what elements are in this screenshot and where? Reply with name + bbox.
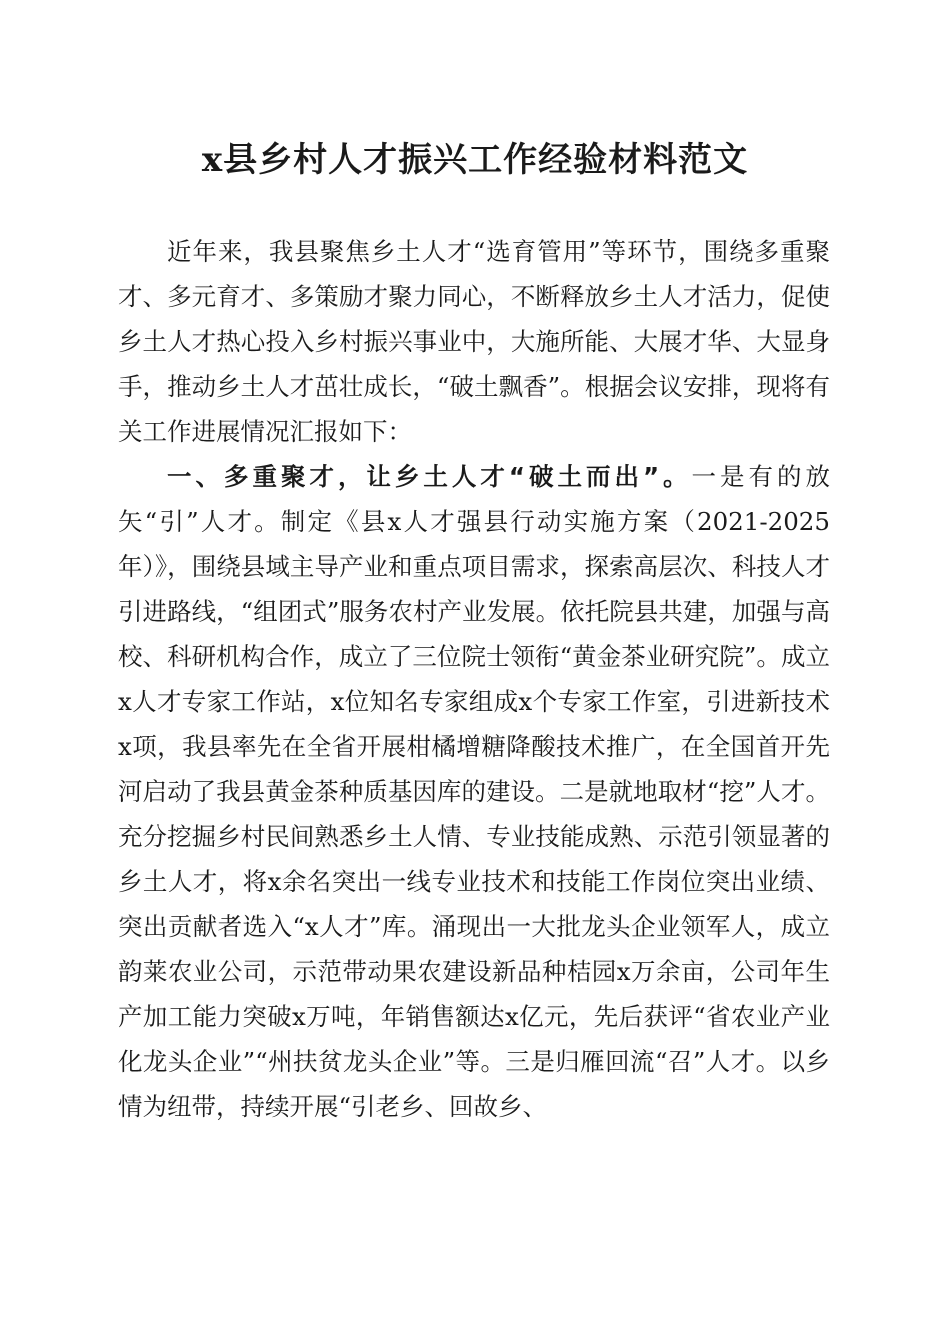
intro-paragraph (118, 229, 830, 454)
section-one-paragraph (118, 454, 830, 1129)
document-body (118, 229, 830, 1129)
document-title: x县乡村人才振兴工作经验材料范文 (201, 140, 749, 180)
section-one-text: 一是有的放矢“引”人才。制定《县x人才强县行动实施方案（2021-2025年）》，围绕县域主导产业和重点项目需求，探索高层次、科技人才引进路线，“组团式”服务农村产业发展。依托院县共建，加强与高校、科研机构合作，成立了三位院士领衔“黄金茶业研究院”。成立x人才专家工作站，x位知名专家组成x个专家工作室，引进新技术x项，我县率先在全省开展柑橘增糖降酸技术推广，在全国首开先河启动了我县黄金茶种质基因库的建设。二是就地取材“挖”人才。充分挖掘乡村民间熟悉乡土人情、专业技能成熟、示范引领显著的乡土人才，将x余名突出一线专业技术和技能工作岗位突出业绩、突出贡献者选入“x人才”库。涌现出一大批龙头企业领军人，成立韵莱农业公司，示范带动果农建设新品种桔园x万余亩，公司年生产加工能力突破x万吨，年销售额达x亿元，先后获评“省农业产业化龙头企业”“州扶贫龙头企业”等。三是归雁回流“召”人才。以乡情为纽带，持续开展“引老乡、回故乡、 (118, 462, 831, 1121)
section-one-heading: 一、多重聚才，让乡土人才“破土而出”。 (167, 462, 692, 491)
intro-paragraph-text: 近年来，我县聚焦乡土人才“选育管用”等环节，围绕多重聚才、多元育才、多策励才聚力同心，不断释放乡土人才活力，促使乡土人才热心投入乡村振兴事业中，大施所能、大展才华、大显身手，推动乡土人才茁壮成长，“破土飘香”。根据会议安排，现将有关工作进展情况汇报如下： (118, 237, 830, 446)
